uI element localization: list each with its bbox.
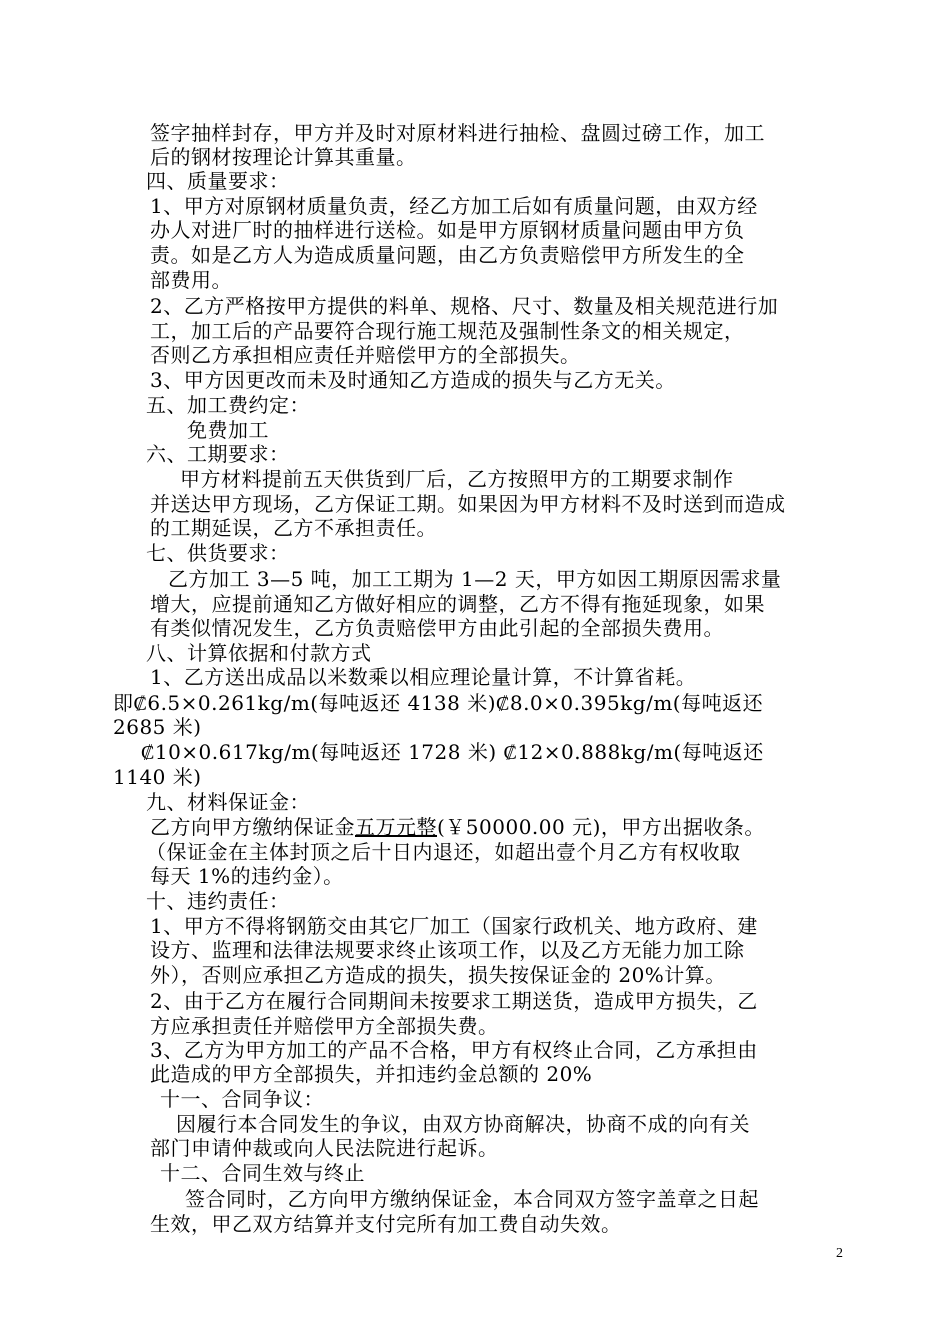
section-heading: 六、工期要求： bbox=[146, 442, 290, 466]
body-line: 工，加工后的产品要符合现行施工规范及强制性条文的相关规定， bbox=[150, 319, 745, 343]
body-line: 设方、监理和法律法规要求终止该项工作，以及乙方无能力加工除 bbox=[150, 938, 745, 962]
body-line: （保证金在主体封顶之后十日内退还，如超出壹个月乙方有权收取 bbox=[146, 840, 741, 864]
section-heading: 十二、合同生效与终止 bbox=[160, 1161, 365, 1185]
section-heading: 八、计算依据和付款方式 bbox=[146, 641, 372, 665]
body-line: 签字抽样封存，甲方并及时对原材料进行抽检、盘圆过磅工作，加工 bbox=[150, 121, 765, 145]
deposit-line bbox=[150, 815, 765, 840]
body-line: 2、由于乙方在履行合同期间未按要求工期送货，造成甲方损失，乙 bbox=[150, 989, 758, 1013]
deposit-text-before: 乙方向甲方缴纳保证金 bbox=[150, 815, 355, 839]
page-number: 2 bbox=[836, 1246, 843, 1261]
section-heading: 四、质量要求： bbox=[146, 169, 290, 193]
body-line: 因履行本合同发生的争议，由双方协商解决，协商不成的向有关 bbox=[176, 1112, 750, 1136]
body-line: 外），否则应承担乙方造成的损失，损失按保证金的 20%计算。 bbox=[150, 963, 726, 987]
body-line: 免费加工 bbox=[187, 418, 269, 442]
section-heading: 七、供货要求： bbox=[146, 541, 290, 565]
body-line: 1、乙方送出成品以米数乘以相应理论量计算，不计算省耗。 bbox=[150, 665, 697, 689]
body-line: 并送达甲方现场，乙方保证工期。如果因为甲方材料不及时送到而造成 bbox=[150, 492, 786, 516]
body-line: 办人对进厂时的抽样进行送检。如是甲方原钢材质量问题由甲方负 bbox=[150, 218, 745, 242]
body-line: 后的钢材按理论计算其重量。 bbox=[150, 145, 417, 169]
body-line: 1、甲方不得将钢筋交由其它厂加工（国家行政机关、地方政府、建 bbox=[150, 914, 758, 938]
body-line: 3、乙方为甲方加工的产品不合格，甲方有权终止合同，乙方承担由 bbox=[150, 1038, 758, 1062]
body-line: 部门申请仲裁或向人民法院进行起诉。 bbox=[150, 1136, 499, 1160]
body-line: 甲方材料提前五天供货到厂后，乙方按照甲方的工期要求制作 bbox=[180, 467, 734, 491]
body-line: 否则乙方承担相应责任并赔偿甲方的全部损失。 bbox=[150, 343, 581, 367]
body-line: ₡10×0.617kg/m(每吨返还 1728 米) ₡12×0.888kg/m(每吨返还 bbox=[141, 740, 764, 764]
body-line: 部费用。 bbox=[150, 268, 232, 292]
body-line: 有类似情况发生，乙方负责赔偿甲方由此引起的全部损失费用。 bbox=[150, 616, 724, 640]
body-line: 每天 1%的违约金）。 bbox=[150, 864, 344, 888]
deposit-text-after: (￥50000.00 元)，甲方出据收条。 bbox=[437, 815, 765, 839]
body-line: 签合同时，乙方向甲方缴纳保证金，本合同双方签字盖章之日起 bbox=[185, 1187, 759, 1211]
body-line: 生效，甲乙双方结算并支付完所有加工费自动失效。 bbox=[150, 1212, 622, 1236]
body-line: 的工期延误，乙方不承担责任。 bbox=[150, 516, 437, 540]
section-heading: 十、违约责任： bbox=[146, 889, 290, 913]
body-line: 2685 米) bbox=[113, 715, 202, 739]
body-line: 即₡6.5×0.261kg/m(每吨返还 4138 米)₡8.0×0.395kg/m(每吨返还 bbox=[113, 691, 764, 715]
deposit-amount-words: 五万元整 bbox=[355, 815, 437, 839]
body-line: 方应承担责任并赔偿甲方全部损失费。 bbox=[150, 1014, 499, 1038]
body-line: 2、乙方严格按甲方提供的料单、规格、尺寸、数量及相关规范进行加 bbox=[150, 294, 779, 318]
body-line: 责。如是乙方人为造成质量问题，由乙方负责赔偿甲方所发生的全 bbox=[150, 243, 745, 267]
body-line: 增大，应提前通知乙方做好相应的调整，乙方不得有拖延现象，如果 bbox=[150, 592, 765, 616]
body-line: 1、甲方对原钢材质量负责，经乙方加工后如有质量问题，由双方经 bbox=[150, 194, 758, 218]
section-heading: 十一、合同争议： bbox=[160, 1087, 324, 1111]
body-line: 此造成的甲方全部损失，并扣违约金总额的 20% bbox=[150, 1062, 593, 1086]
body-line: 1140 米) bbox=[113, 765, 202, 789]
section-heading: 五、加工费约定： bbox=[146, 393, 310, 417]
body-line: 乙方加工 3—5 吨，加工工期为 1—2 天，甲方如因工期原因需求量 bbox=[168, 567, 782, 591]
body-line: 3、甲方因更改而未及时通知乙方造成的损失与乙方无关。 bbox=[150, 368, 676, 392]
section-heading: 九、材料保证金： bbox=[146, 790, 310, 814]
